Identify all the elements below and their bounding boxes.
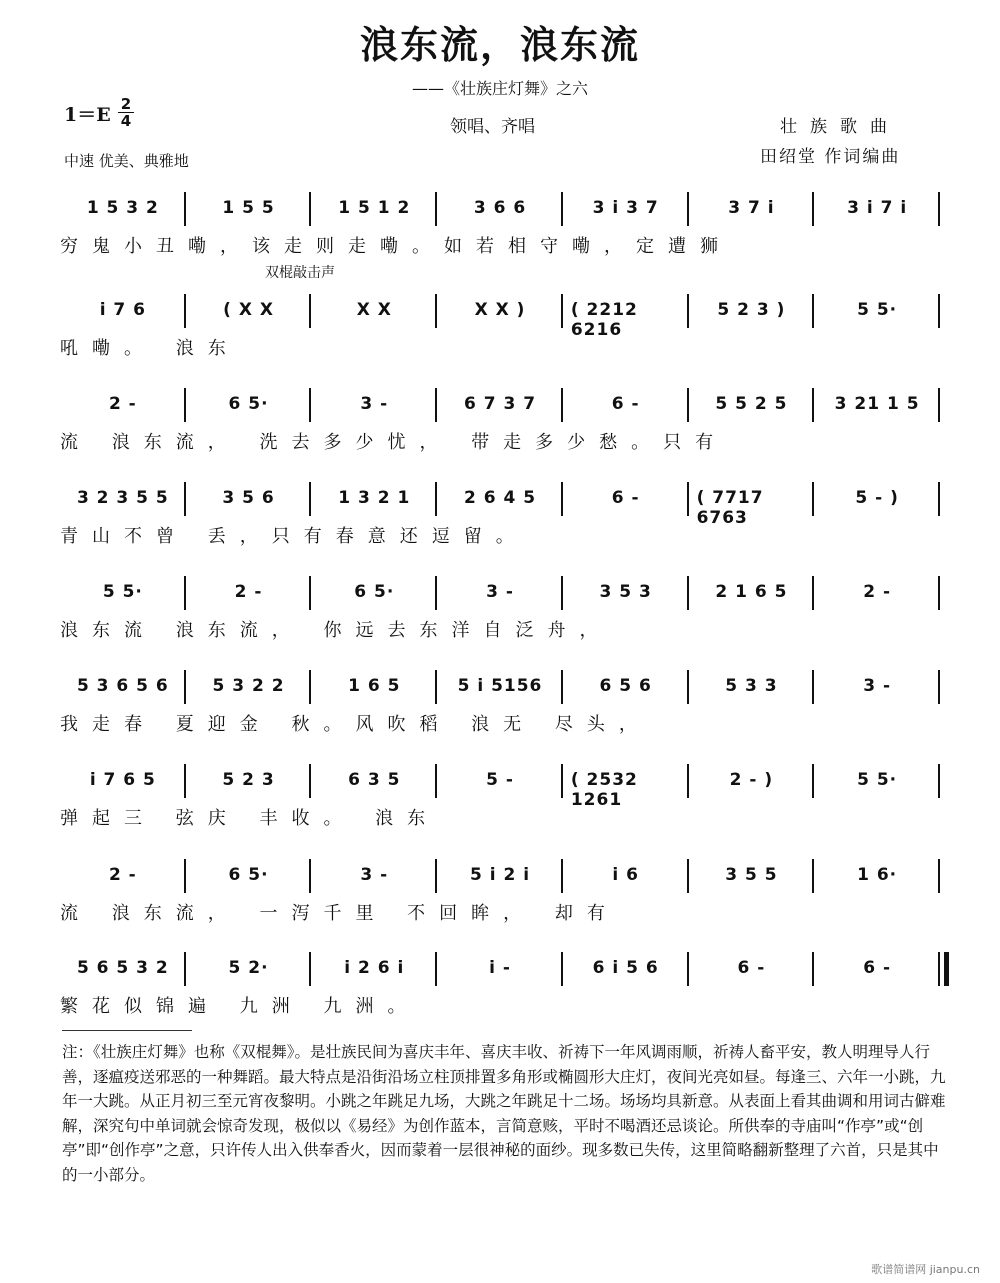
lyric-line: 青山不曾 丢，只有春意还逗留。 [60,526,528,547]
measure-notes: 5 5· [857,300,898,320]
barline [687,482,689,516]
lyric-line: 繁花似锦遍 九洲 九洲。 [60,996,420,1017]
measure-notes: 5 - ) [855,488,899,508]
lyric-line: 流 浪东流， 一泻千里 不回眸， 却有 [60,903,619,924]
score-system [0,384,1000,478]
notation-row [60,478,950,528]
lyric-row [60,522,950,552]
measure-notes: 5 i 2 i [469,865,531,885]
measure-notes: 3 - [863,676,892,696]
measure-notes: 5 5· [102,582,143,602]
barline [435,670,437,704]
notation-row [60,572,950,612]
barline [435,952,437,986]
score-system [0,760,1000,854]
barline [309,859,311,893]
composer-credit: 壮族歌曲 [780,117,900,137]
lyric-line: 我走春 夏迎金 秋。风吹稻 浪无 尽头， [60,714,651,735]
measure-notes: 5 5· [857,770,898,790]
footnote [62,1040,946,1187]
barline [184,482,186,516]
barline [812,670,814,704]
lyric-row [60,616,950,646]
barline [435,764,437,798]
measure-notes: 6 5· [354,582,395,602]
notation-row [60,265,950,340]
measure-notes: 6 - [737,958,766,978]
measure-notes: 2 6 4 5 [463,488,537,508]
song-subtitle: ——《壮族庄灯舞》之六 [411,79,588,98]
measure-notes: 3 6 6 [473,198,527,218]
score-system [0,948,1000,1042]
barline [184,388,186,422]
barline [561,670,563,704]
measure-notes: 3 5 6 [222,488,275,508]
measure-notes: 3 i 7 i [847,198,908,218]
barline [812,764,814,798]
time-signature [118,96,134,129]
measure-notes: 5 3 6 5 6 [76,676,169,696]
barline [938,482,940,516]
measure-notes: 2 - [108,865,137,885]
barline [561,192,563,226]
measure-notes: 3 21 1 5 [834,394,920,414]
measure-notes: 5 3 3 [725,676,778,696]
score-system [0,188,1000,282]
barline [687,952,689,986]
measure-notes: i - [489,958,511,978]
time-signature-top: 2 [120,95,132,113]
barline [435,388,437,422]
barline [687,388,689,422]
time-signature-bottom: 4 [118,112,134,129]
measure-notes: 5 2 3 ) [717,300,786,320]
measure-notes: 5 3 2 2 [212,676,285,696]
measure-notes: 2 1 6 5 [715,582,788,602]
barline [687,764,689,798]
lyric-line: 吼嘞。 浪东 [60,338,240,359]
notation-row [60,760,950,810]
barline [435,859,437,893]
barline [184,859,186,893]
measure-notes: 6 i 5 6 [592,958,659,978]
barline [561,576,563,610]
measure-notes: ( 7717 6763 [696,488,764,528]
barline [938,576,940,610]
measure-notes: 6 - [863,958,892,978]
barline [184,576,186,610]
barline [561,764,563,798]
measure-notes: 1 5 1 2 [338,198,411,218]
measure-notes: 3 2 3 5 5 [76,488,169,508]
measure-notes: 2 - [863,582,892,602]
measure-notes: i 7 6 [99,300,147,320]
barline [309,294,311,328]
barline [938,859,940,893]
measure-notes: X X ) [474,300,526,320]
barline [812,192,814,226]
measure-notes: 3 - [360,394,389,414]
measure-notes: X X [356,300,392,320]
lyric-row [60,899,950,929]
measure-notes: i 2 6 i [344,958,405,978]
measure-notes: 1 5 3 2 [86,198,159,218]
notation-row [60,188,950,228]
barline [561,952,563,986]
score-system [0,478,1000,572]
measure-notes: 5 5 2 5 [715,394,788,414]
lyric-row [60,992,950,1022]
measure-notes: ( 2532 1261 [570,770,638,810]
measure-notes: ( 2212 6216 [570,300,638,340]
barline [309,482,311,516]
measure-notes: i 6 [612,865,639,885]
lyric-row [60,428,950,458]
measure-notes: 1 6 5 [348,676,401,696]
performance-style: 领唱、齐唱 [450,117,535,137]
barline [435,294,437,328]
final-barline [944,952,949,986]
notation-row [60,855,950,895]
lyric-line: 流 浪东流， 洗去多少忧， 带走多少愁。只有 [60,432,728,453]
barline [184,670,186,704]
barline [561,482,563,516]
measure-notes: 6 7 3 7 [463,394,537,414]
lyric-row [60,710,950,740]
measure-notes: 3 5 3 [599,582,652,602]
lyric-row [60,334,950,364]
measure-notes: ( X X [223,300,274,320]
measure-notes: 6 - [611,394,640,414]
barline [687,670,689,704]
barline [309,576,311,610]
barline [938,388,940,422]
measure-notes: 6 3 5 [348,770,401,790]
measure-notes: 3 - [360,865,389,885]
site-watermark: 歌谱简谱网 jianpu.cn [871,1263,980,1276]
measure-notes: 5 6 5 3 2 [76,958,169,978]
measure-notes: 5 2 3 [222,770,275,790]
barline [938,764,940,798]
barline [812,859,814,893]
measure-notes: 6 5· [228,394,269,414]
barline [184,294,186,328]
measure-notes: 5 - [486,770,514,790]
score-system [0,666,1000,760]
barline [309,670,311,704]
measure-notes: i 7 6 5 [89,770,156,790]
barline [309,388,311,422]
footnote-text: 注：《壮族庄灯舞》也称《双棍舞》。是壮族民间为喜庆丰年、喜庆丰收、祈祷下一年风调雨顺，祈祷人畜平安，教人明理导人行善，逐瘟疫送邪恶的一种舞蹈。最大特点是沿街沿场立柱顶排置多角形或椭圆形大庄灯，夜间光亮如昼。每逢三、六年一小跳，九年一大跳。从正月初三至元宵夜黎明。小跳之年跳足九场，大跳之年跳足十二场。场场均具新意。从表面上看其曲调和用词古僻难解，深究句中单词就会惊奇发现，极似以《易经》为创作蓝本，言简意赅，平时不喝酒还忌谈论。所供奉的寺庙叫“作亭”或“创亭”即“创作亭”之意，只许传人出入供奉香火，因而蒙着一层很神秘的面纱。现多数已失传，这里简略翻新整理了六首，只是其中的一小部分。 [62,1043,946,1184]
song-title: 浪东流，浪东流 [359,22,640,67]
barline [687,576,689,610]
barline [309,952,311,986]
measure-notes: 1 3 2 1 [338,488,411,508]
barline [184,764,186,798]
key-signature: 1＝E [64,104,111,126]
measure-notes: 1 6· [857,865,898,885]
notation-row [60,948,950,988]
measure-notes: 2 - [234,582,263,602]
measure-notes: 1 5 5 [222,198,275,218]
notation-row [60,384,950,424]
barline [812,576,814,610]
barline [184,952,186,986]
barline [687,192,689,226]
lyric-line: 弹起三 弦庆 丰收。 浪东 [60,808,440,829]
barline [812,952,814,986]
measure-notes: 6 - [611,488,640,508]
barline [687,294,689,328]
lyric-row [60,232,950,262]
barline [938,952,940,986]
barline [938,192,940,226]
barline [309,192,311,226]
measure-notes: 3 5 5 [725,865,778,885]
barline [938,670,940,704]
barline [938,294,940,328]
measure-notes: 3 - [486,582,514,602]
barline [561,859,563,893]
barline [561,294,563,328]
barline [435,192,437,226]
barline [435,576,437,610]
measure-notes: 6 5 6 [599,676,652,696]
measure-notes: 5 i 5156 [457,676,543,696]
performance-annotation: 双棍敲击声 [265,265,335,281]
score-system [0,855,1000,949]
measure-notes: 2 - ) [729,770,774,790]
lyricist-credit: 田绍堂 作词编曲 [760,147,901,167]
measure-notes: 6 5· [228,865,269,885]
barline [184,192,186,226]
footnote-divider [62,1030,192,1031]
score-system [0,572,1000,666]
barline [435,482,437,516]
score-system [0,265,1000,384]
notation-row [60,666,950,706]
measure-notes: 3 i 3 7 [592,198,659,218]
barline [812,294,814,328]
barline [309,764,311,798]
barline [812,482,814,516]
lyric-line: 穷鬼小丑嘞，该走则走嘞。如若相守嘞，定遭狮 [60,236,732,257]
measure-notes: 2 - [108,394,137,414]
barline [812,388,814,422]
lyric-line: 浪东流 浪东流， 你远去东洋自泛舟， [60,620,612,641]
lyric-row [60,804,950,834]
measure-notes: 3 7 i [728,198,775,218]
measure-notes: 5 2· [228,958,269,978]
tempo-marking: 中速 优美、典雅地 [64,152,189,170]
barline [687,859,689,893]
barline [561,388,563,422]
